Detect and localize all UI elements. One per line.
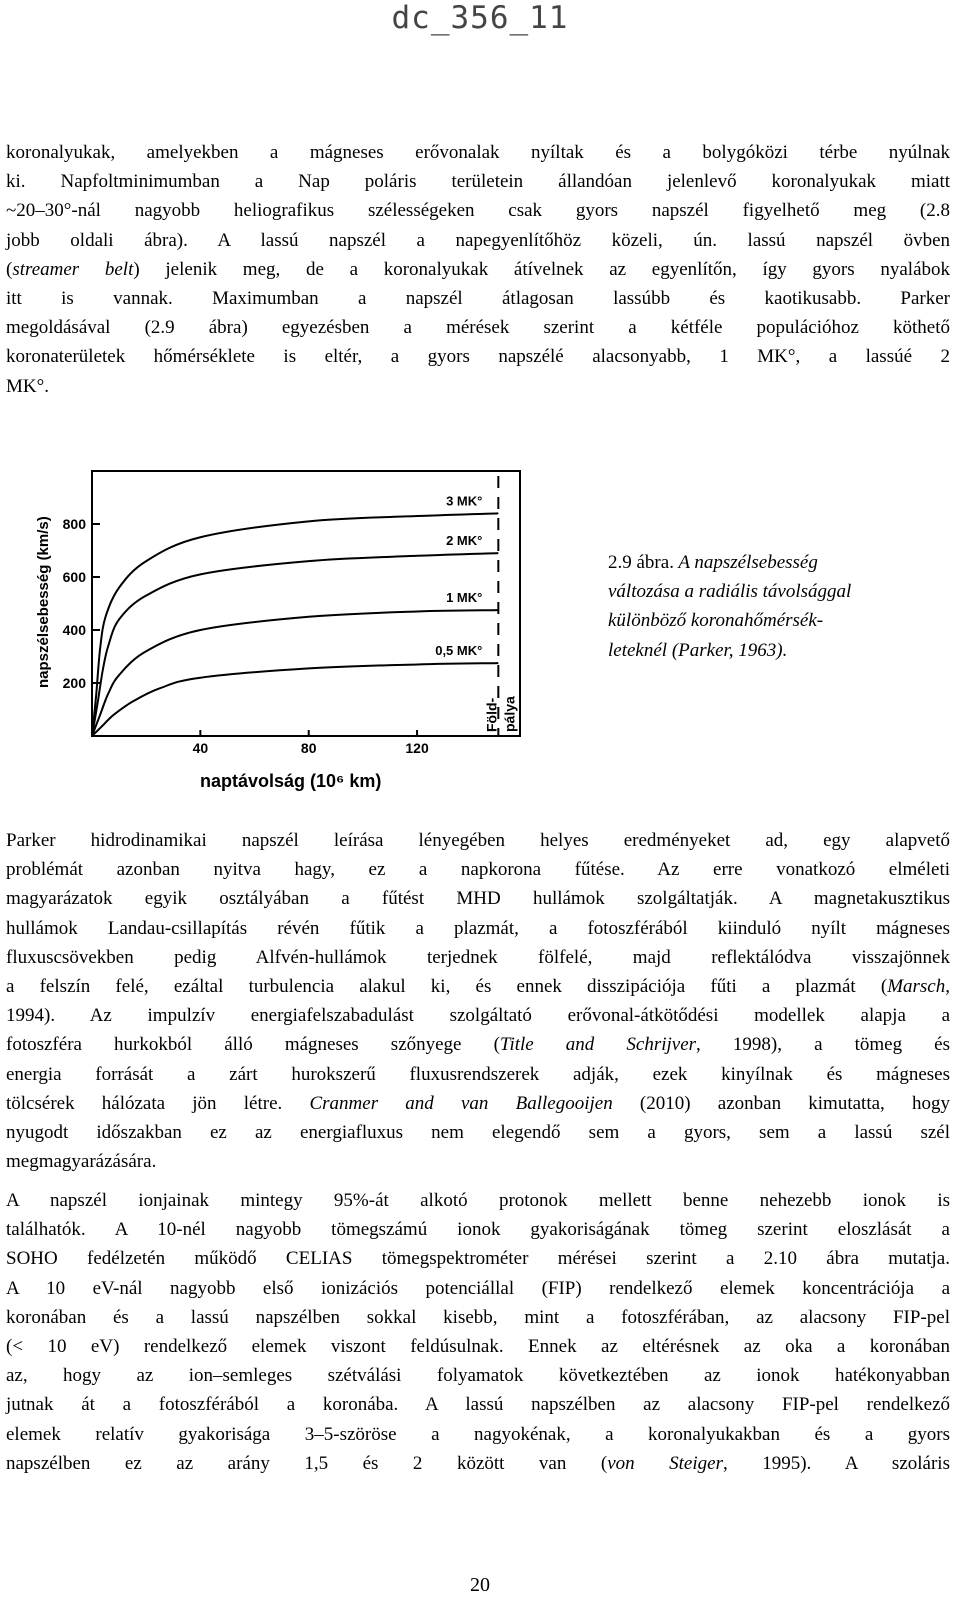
page-number: 20 — [470, 1574, 490, 1596]
text-line: koronaterületek hőmérséklete is eltér, a gyors napszélé alacsonyabb, 1 MK°, a lassúé 2 — [6, 346, 950, 368]
text-line: ~20–30°-nál nagyobb heliografikus szélességeken csak gyors napszél figyelhető meg (2.8 — [6, 200, 950, 222]
text-line — [6, 1030, 950, 1059]
caption-text: A napszélsebesség — [673, 552, 818, 573]
figure-caption — [608, 548, 948, 665]
text-run: , — [945, 976, 950, 998]
text-line: koronában és a lassú napszélben sokkal kisebb, mint a fotoszférában, az alacsony FIP-pel — [6, 1306, 950, 1328]
text-line: koronalyukak, amelyekben a mágneses erővonalak nyíltak és a bolygóközi térbe nyúlnak — [6, 142, 950, 163]
text-run: , 1998), a tömeg és — [696, 1034, 951, 1056]
text-line: itt is vannak. Maximumban a napszél átlagosan lassúbb és kaotikusabb. Parker — [6, 288, 950, 310]
text-line: nyugodt időszakban ez az energiafluxus nem elegendő sem a gyors, sem a lassú szél — [6, 1122, 950, 1144]
caption-label: 2.9 ábra. — [608, 552, 674, 573]
paragraph-1 — [6, 138, 950, 401]
text-line: problémát azonban nyitva hagy, ez a napkorona fűtése. Az erre vonatkozó elméleti — [6, 859, 950, 881]
earth-orbit-label-2: pálya — [501, 696, 518, 732]
x-tick-label: 80 — [300, 740, 317, 756]
text-line: A napszél ionjainak mintegy 95%-át alkotó protonok mellett benne nehezebb ionok is — [6, 1190, 950, 1211]
x-tick-label: 40 — [192, 740, 209, 756]
caption-text: leteknél — [608, 639, 672, 661]
figure-2-9-chart — [26, 448, 551, 808]
text-line: elemek relatív gyakorisága 3–5-szöröse a nagyokénak, a koronalyukakban és a gyors — [6, 1423, 950, 1445]
y-tick-label: 400 — [62, 622, 86, 638]
text-run: , 1995). A szoláris — [722, 1452, 950, 1474]
x-tick-label: 120 — [405, 740, 429, 756]
text-line: MK°. — [6, 375, 49, 397]
y-tick-label: 800 — [62, 516, 86, 532]
caption-text: különböző koronahőmérsék- — [608, 610, 824, 632]
text-run: napszélben ez az arány 1,5 és 2 között van ( — [6, 1452, 608, 1474]
series-label: 2 MK° — [446, 533, 483, 549]
text-line: SOHO fedélzetén működő CELIAS tömegspektrométer mérései szerint a 2.10 ábra mutatja. — [6, 1248, 950, 1270]
text-line: Parker hidrodinamikai napszél leírása lényegében helyes eredményeket ad, egy alapvető — [6, 830, 950, 851]
italic-run: Cranmer and van Ballegooijen — [309, 1092, 613, 1114]
document-header: dc_356_11 — [391, 0, 569, 36]
text-run: tölcsérek hálózata jön létre. — [6, 1092, 310, 1114]
text-line: energia forrását a zárt hurokszerű fluxusrendszerek adják, ezek kinyílnak és mágneses — [6, 1063, 950, 1085]
text-run: (2010) azonban kimutatta, hogy — [612, 1092, 950, 1114]
paragraph-2 — [6, 826, 950, 1176]
text-line: megmagyarázására. — [6, 1151, 157, 1173]
text-line: jobb oldali ábra). A lassú napszél a napegyenlítőhöz közeli, ún. lassú napszél övben — [6, 229, 950, 251]
caption-line — [608, 548, 948, 577]
text-line — [6, 255, 950, 284]
italic-run: streamer belt — [12, 258, 134, 280]
italic-run: von Steiger — [607, 1452, 723, 1474]
y-tick-label: 600 — [62, 569, 86, 585]
caption-line — [608, 577, 948, 606]
italic-run: Marsch — [887, 976, 946, 998]
series-label: 0,5 MK° — [435, 643, 483, 659]
series-curve — [92, 513, 498, 736]
text-line: az, hogy az ion–semleges szétválási folyamatok következtében az ionok hatékonyabban — [6, 1365, 950, 1387]
y-tick-label: 200 — [62, 675, 86, 691]
text-line: találhatók. A 10-nél nagyobb tömegszámú ionok gyakoriságának tömeg szerint eloszlását a — [6, 1219, 950, 1241]
text-run: a felszín felé, ezáltal turbulencia alakul ki, és ennek disszipációja fűti a plazmát ( — [6, 976, 888, 998]
caption-text: változása a radiális távolsággal — [608, 581, 852, 603]
earth-orbit-label-1: Föld- — [483, 697, 500, 732]
text-run: ) jelenik meg, de a koronalyukak átívelnek az egyenlítőn, így gyors nyalábok — [133, 258, 950, 280]
italic-run: Title and Schrijver — [499, 1034, 697, 1056]
text-line: jutnak át a fotoszférából a koronába. A lassú napszélben az alacsony FIP-pel rendelkező — [6, 1394, 950, 1416]
series-curve — [92, 663, 498, 736]
text-line — [6, 1449, 950, 1478]
text-line: megoldásával (2.9 ábra) egyezésben a mérések szerint a kétféle populációhoz köthető — [6, 317, 950, 339]
y-axis-label: napszélsebesség (km/s) — [35, 516, 52, 688]
series-label: 3 MK° — [446, 493, 483, 509]
text-line — [6, 972, 950, 1001]
caption-citation: (Parker, 1963). — [671, 639, 788, 661]
text-line — [6, 1089, 950, 1118]
text-run: fotoszféra hurkokból álló mágneses szőnyege ( — [6, 1034, 500, 1056]
text-line: (< 10 eV) rendelkező elemek viszont feldúsulnak. Ennek az eltérésnek az oka a koronában — [6, 1336, 950, 1358]
text-line: magyarázatok egyik osztályában a fűtést MHD hullámok szolgáltatják. A magnetakusztikus — [6, 888, 950, 910]
text-line: ki. Napfoltminimumban a Nap poláris területein állandóan jelenlevő koronalyukak miatt — [6, 171, 950, 193]
x-axis-label: naptávolság (10⁶ km) — [200, 771, 382, 791]
series-curve — [92, 610, 498, 736]
text-line: hullámok Landau-csillapítás révén fűtik a plazmát, a fotoszférából kiinduló nyílt mágneses — [6, 917, 950, 939]
text-line: A 10 eV-nál nagyobb első ionizációs potenciállal (FIP) rendelkező elemek koncentrációja a — [6, 1277, 950, 1299]
caption-line — [608, 636, 948, 665]
text-line: 1994). Az impulzív energiafelszabadulást szolgáltató erővonal-átkötődési modellek alapja a — [6, 1005, 950, 1027]
paragraph-3 — [6, 1186, 950, 1478]
caption-line — [608, 606, 948, 635]
text-run: ( — [6, 258, 13, 280]
series-label: 1 MK° — [446, 590, 483, 606]
text-line: fluxuscsövekben pedig Alfvén-hullámok terjednek fölfelé, majd reflektálódva visszajönnek — [6, 946, 950, 968]
